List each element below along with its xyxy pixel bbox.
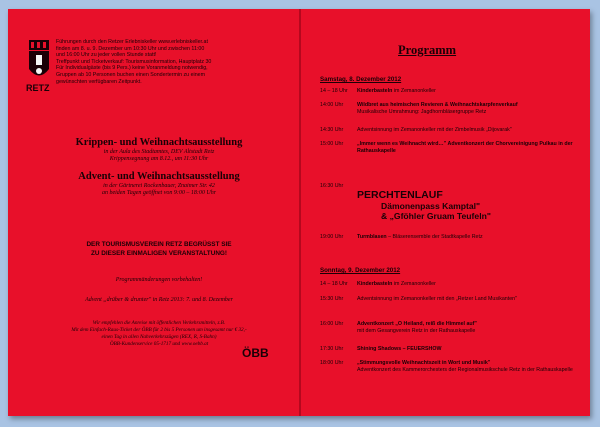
event-detail: mit dem Gesangverein Retz in der Rathauskapelle bbox=[357, 327, 476, 334]
event-row bbox=[320, 88, 588, 96]
perchtenlauf-group: & „Gföhler Gruam Teufeln" bbox=[381, 211, 491, 221]
krippen-line: in der Aula des Stadtamtes, DEV Altstadt Retz bbox=[103, 149, 215, 155]
event-detail: Adventkonzert der Chorvereinigung Pulkau in der Rathauskapelle bbox=[357, 141, 573, 154]
flyer-sheet bbox=[8, 9, 590, 416]
event-detail: Adventkonzert des Kammerorchesters der Regionalmusikschule Retz in der Rathauskapelle bbox=[357, 366, 573, 373]
event-title: „Stimmungsvolle Weihnachtszeit in Wort und Musik" bbox=[357, 360, 491, 366]
event-time: 15:00 Uhr bbox=[320, 141, 344, 147]
travel-line: ÖBB-Kundenservice 05-1717 und www.oebb.at bbox=[109, 340, 209, 347]
event-detail: im Zemanonkeller bbox=[392, 88, 436, 94]
event-time: 14:30 Uhr bbox=[320, 127, 344, 133]
travel-info bbox=[28, 320, 290, 348]
retz-crest-icon bbox=[28, 39, 50, 83]
event-detail: Adventsinnung im Zemanonkeller mit den „Retzer Land Musikanten" bbox=[357, 296, 517, 302]
event-row bbox=[320, 234, 588, 242]
event-detail: – Bläserensemble der Stadtkapelle Retz bbox=[386, 234, 483, 240]
event-title: Wildbret aus heimischen Revieren & Weihnachtskarpfenverkauf bbox=[357, 102, 518, 108]
travel-line: einen Tag in allen Nahverkehrszügen (REX, R, S-Bahn) bbox=[101, 333, 217, 340]
greeting-line: DER TOURISMUSVEREIN RETZ BEGRÜSST SIE bbox=[86, 241, 232, 248]
tour-line: und 16:00 Uhr zu jeder vollen Stunde statt! bbox=[56, 52, 157, 59]
event-detail: Adventsinnung im Zemanonkeller mit der Zimbelmusik „Dijovarak" bbox=[357, 127, 512, 133]
tour-line: Treffpunkt und Ticketverkauf: Tourismusinformation, Hauptplatz 30 bbox=[56, 58, 212, 65]
perchtenlauf-title: PERCHTENLAUF bbox=[357, 189, 443, 201]
event-row bbox=[320, 102, 588, 116]
greeting-line: ZU DIESER EINMALIGEN VERANSTALTUNG! bbox=[90, 249, 228, 257]
event-time: 14:00 Uhr bbox=[320, 102, 344, 108]
event-title: Turmblasen bbox=[357, 234, 387, 240]
event-time: 14 – 18 Uhr bbox=[320, 281, 348, 287]
event-time: 16:30 Uhr bbox=[320, 183, 344, 189]
krippen-title: Krippen- und Weihnachtsausstellung bbox=[75, 137, 243, 148]
travel-line: Mit dem Einfach-Raus-Ticket der ÖBB für 2 bis 5 Personen um insgesamt nur € 32,- bbox=[71, 326, 247, 333]
obb-logo: ÖBB bbox=[242, 346, 269, 360]
event-detail: im Zemanonkeller bbox=[392, 281, 436, 287]
event-time: 15:30 Uhr bbox=[320, 296, 344, 302]
tour-line: Für Individualgäste (bis 9 Pers.) keine Voranmeldung notwendig, bbox=[56, 65, 208, 72]
event-title: Kinderbasteln bbox=[357, 281, 393, 287]
advent-line: an beiden Tagen geöffnet von 9:00 – 18:00 Uhr bbox=[101, 190, 217, 196]
greeting-block bbox=[28, 241, 290, 258]
fold-line bbox=[299, 9, 301, 416]
advent-block bbox=[28, 171, 290, 197]
event-time: 14 – 18 Uhr bbox=[320, 88, 348, 94]
day1-header: Samstag, 8. Dezember 2012 bbox=[320, 76, 402, 83]
advent-title: Advent- und Weihnachtsausstellung bbox=[78, 171, 240, 182]
tour-line: gewünschten verfügbaren Zeitpunkt. bbox=[56, 78, 142, 85]
event-row bbox=[320, 360, 588, 382]
event-title: Adventkonzert „O Heiland, reiß die Himmel auf" bbox=[357, 321, 477, 327]
event-detail: Musikalische Umrahmung: Jagdhornbläsergruppe Retz bbox=[357, 108, 487, 115]
event-row bbox=[320, 141, 588, 155]
krippen-block bbox=[28, 137, 290, 163]
event-time: 18:00 Uhr bbox=[320, 360, 344, 366]
tour-line: Führungen durch den Retzer Erlebniskeller www.erlebniskeller.at bbox=[56, 39, 208, 45]
event-time: 17:30 Uhr bbox=[320, 346, 344, 352]
program-title: Programm bbox=[398, 43, 457, 57]
event-title: Shining Shadows – FEUERSHOW bbox=[357, 346, 442, 352]
tour-info bbox=[56, 39, 286, 85]
event-title: „Immer wenn es Weihnacht wird…" bbox=[357, 141, 447, 147]
krippen-line: Krippensegnung am 8.12., um 11:30 Uhr bbox=[109, 156, 209, 162]
event-time: 16:00 Uhr bbox=[320, 321, 344, 327]
event-row bbox=[320, 281, 588, 289]
event-row bbox=[320, 127, 588, 135]
advent-dates: Advent „drüber & drunter" in Retz 2013: 7. und 8. Dezember bbox=[85, 297, 233, 303]
event-row bbox=[320, 346, 588, 354]
day2-header: Sonntag, 9. Dezember 2012 bbox=[320, 267, 401, 274]
perchtenlauf-block bbox=[357, 189, 587, 221]
event-row bbox=[320, 321, 588, 335]
travel-line: Wir empfehlen die Anreise mit öffentlichen Verkehrsmitteln, z.B. bbox=[92, 320, 226, 326]
tour-line: finden am 8. u. 9. Dezember um 10:30 Uhr und zwischen 11:00 bbox=[56, 45, 205, 52]
event-row bbox=[320, 296, 588, 310]
event-title: Kinderbasteln bbox=[357, 88, 393, 94]
advent-line: in der Gärtnerei Rockenbauer, Znaimer Str. 42 bbox=[103, 183, 215, 189]
perchtenlauf-group: Dämonenpass Kamptal" bbox=[381, 201, 481, 211]
changes-note: Programmänderungen vorbehalten! bbox=[115, 277, 203, 283]
brand-label: RETZ bbox=[26, 83, 50, 93]
event-time: 19:00 Uhr bbox=[320, 234, 344, 240]
tour-line: Gruppen ab 10 Personen buchen einen Sondertermin zu einem bbox=[56, 71, 206, 78]
